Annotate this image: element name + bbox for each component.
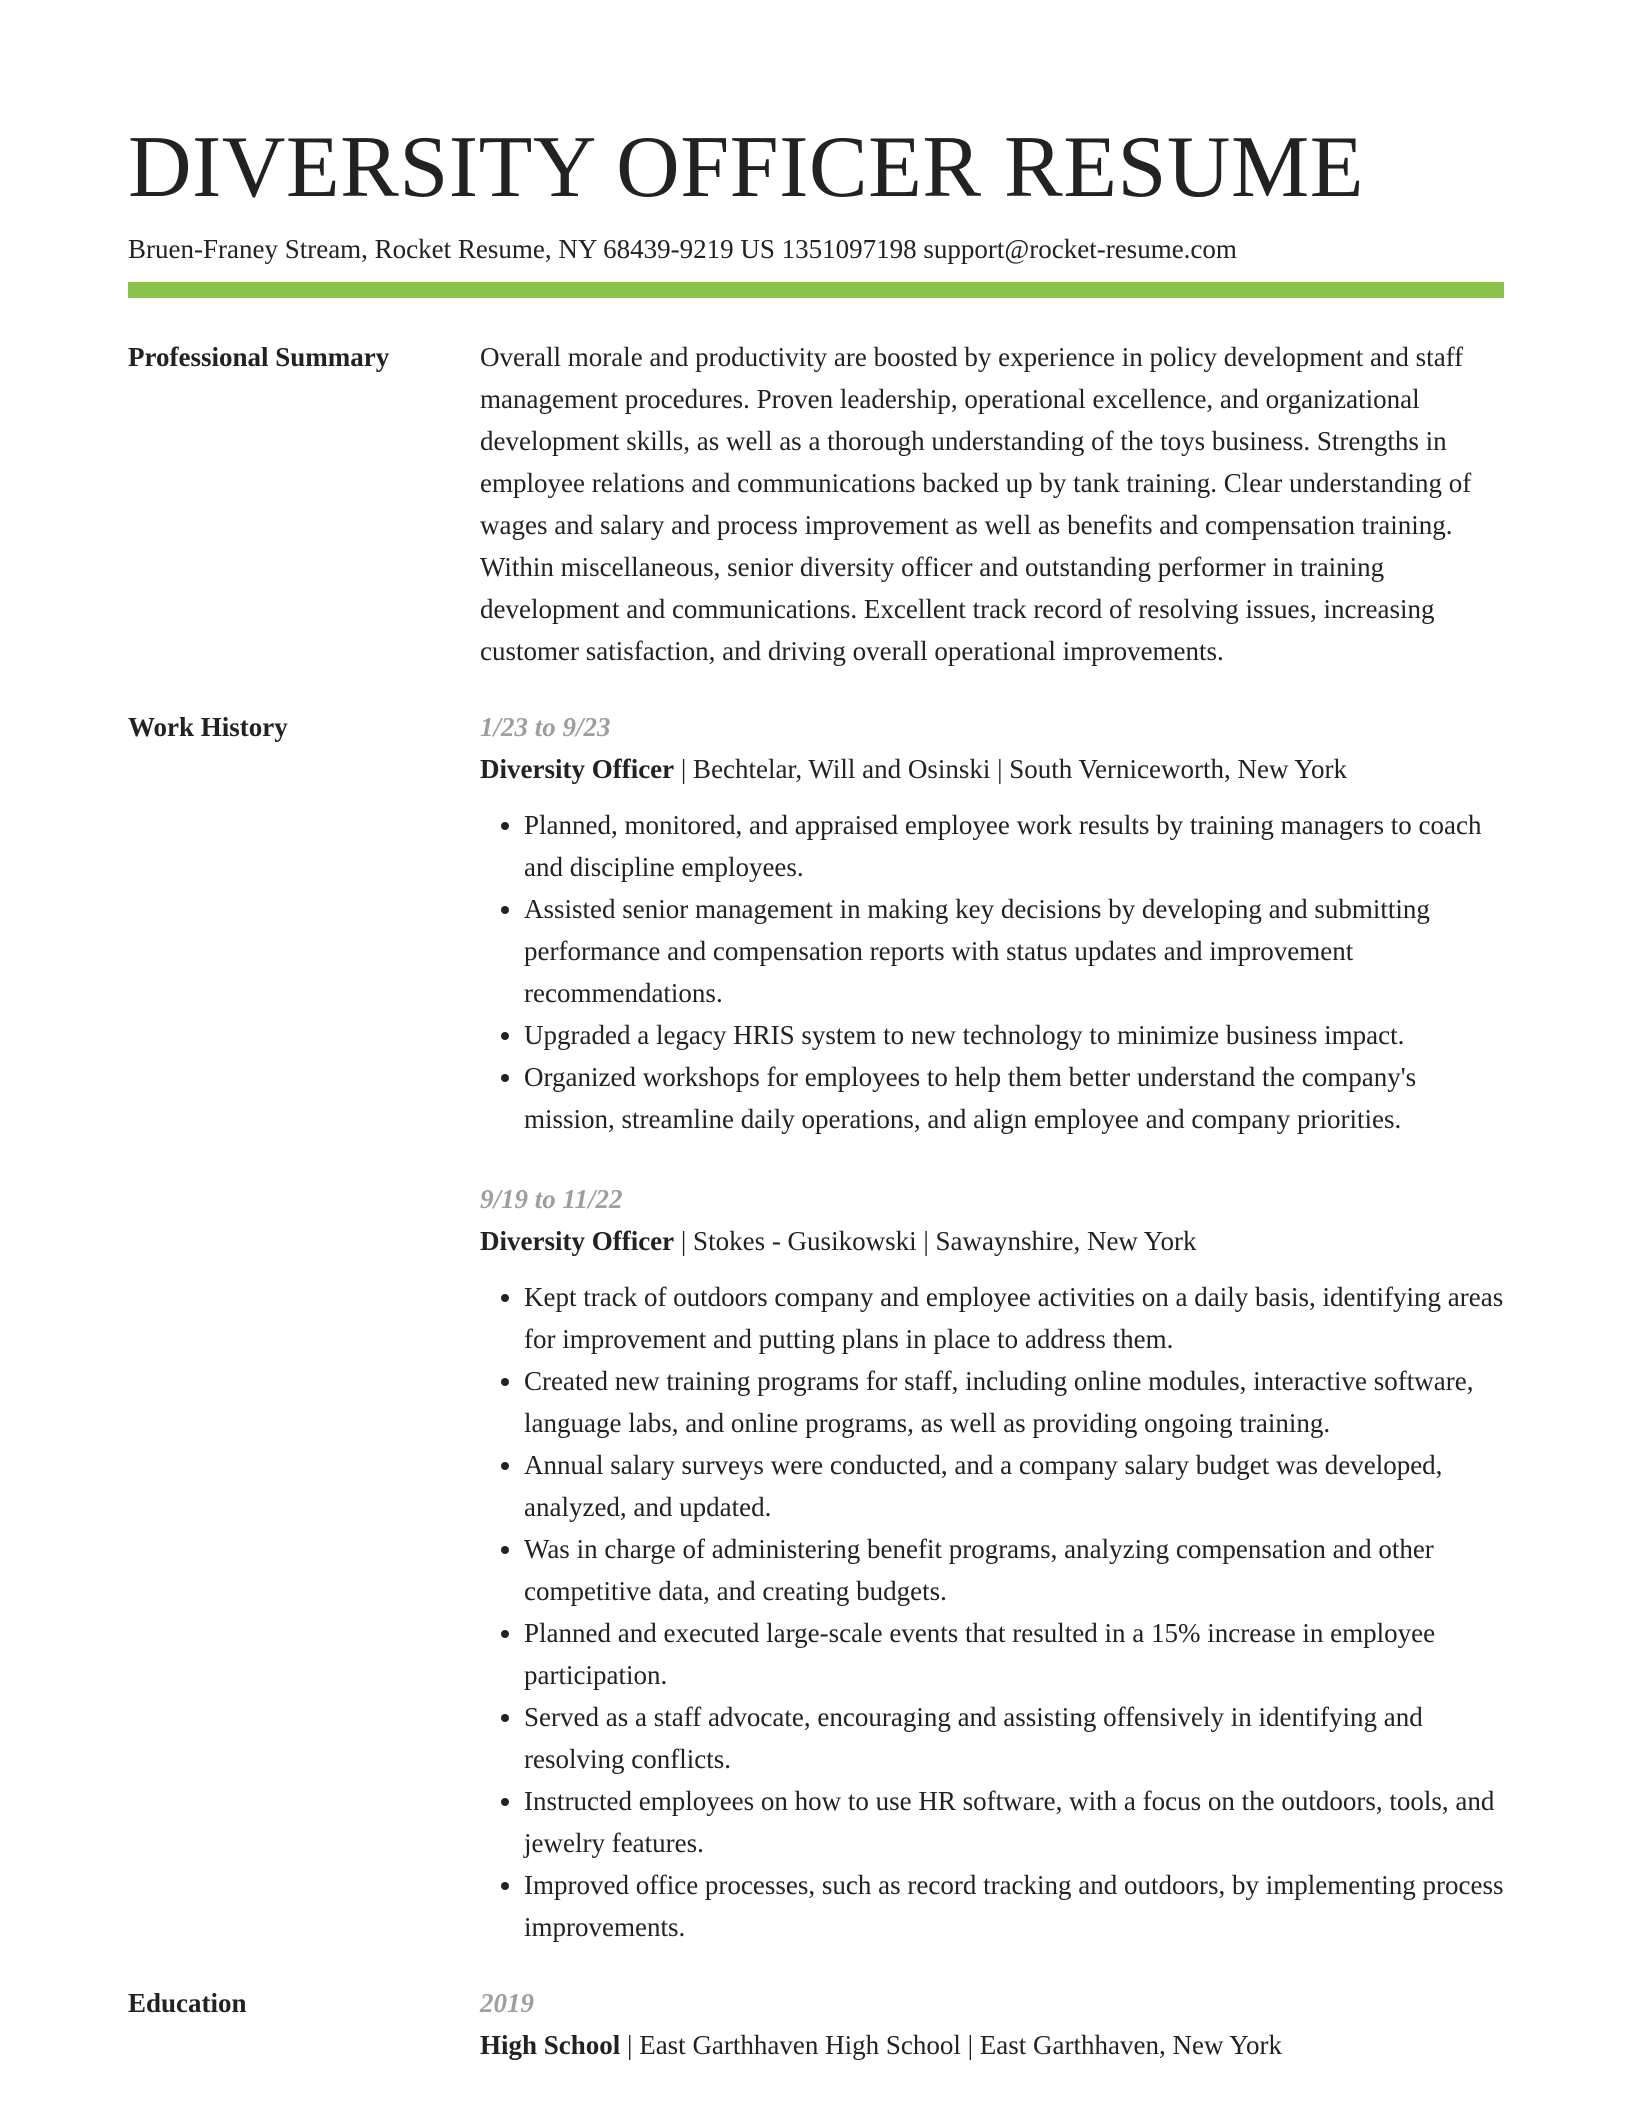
job-heading — [480, 748, 1504, 790]
work-history-heading: Work History — [128, 712, 288, 742]
job-bullet: • Instructed employees on how to use HR software, with a focus on the outdoors, tools, and jewelry features. — [524, 1780, 1504, 1864]
job-title: Diversity Officer — [480, 754, 675, 784]
job-employer-location: | Bechtelar, Will and Osinski | South Verniceworth, New York — [674, 754, 1347, 784]
summary-section — [128, 336, 1504, 672]
job-bullet: • Was in charge of administering benefit programs, analyzing compensation and other competitive data, and creating budgets. — [524, 1528, 1504, 1612]
education-school-location: | East Garthhaven High School | East Garthhaven, New York — [620, 2030, 1282, 2060]
job-entry — [480, 1178, 1504, 1948]
job-bullet: • Organized workshops for employees to help them better understand the company's mission, streamline daily operations, and align employee and company priorities. — [524, 1056, 1504, 1140]
contact-line: Bruen-Franey Stream, Rocket Resume, NY 68439-9219 US 1351097198 support@rocket-resume.com — [128, 234, 1237, 264]
resume-title: DIVERSITY OFFICER RESUME — [128, 119, 1364, 216]
job-bullet: • Kept track of outdoors company and employee activities on a daily basis, identifying areas for improvement and putting plans in place to address them. — [524, 1276, 1504, 1360]
job-bullets — [480, 804, 1504, 1140]
job-bullet: • Upgraded a legacy HRIS system to new technology to minimize business impact. — [524, 1014, 1504, 1056]
job-bullets — [480, 1276, 1504, 1948]
job-employer-location: | Stokes - Gusikowski | Sawaynshire, New York — [674, 1226, 1197, 1256]
education-section — [128, 1982, 1504, 2066]
education-entry — [480, 1982, 1504, 2066]
education-degree: High School — [480, 2030, 621, 2060]
job-dates: 9/19 to 11/22 — [480, 1184, 623, 1214]
work-history-section — [128, 706, 1504, 1948]
job-bullet: • Assisted senior management in making key decisions by developing and submitting performance and compensation reports with status updates and improvement recommendations. — [524, 888, 1504, 1014]
education-body — [480, 1982, 1504, 2066]
summary-text: Overall morale and productivity are boosted by experience in policy development and staff management procedures. Proven leadership, operational excellence, and organizational development skills, as well as a thorough understanding of the toys business. Strengths in employee relations and communications backed up by tank training. Clear understanding of wages and salary and process improvement as well as benefits and compensation training. Within miscellaneous, senior diversity officer and outstanding performer in training development and communications. Excellent track record of resolving issues, increasing customer satisfaction, and driving overall operational improvements. — [480, 342, 1472, 666]
education-heading: Education — [128, 1988, 247, 2018]
job-entry — [480, 706, 1504, 1140]
job-bullet: • Planned and executed large-scale events that resulted in a 15% increase in employee participation. — [524, 1612, 1504, 1696]
job-dates: 1/23 to 9/23 — [480, 712, 611, 742]
job-bullet: • Served as a staff advocate, encouraging and assisting offensively in identifying and resolving conflicts. — [524, 1696, 1504, 1780]
job-heading — [480, 1220, 1504, 1262]
header-divider — [128, 282, 1504, 298]
summary-body — [480, 336, 1504, 672]
job-bullet: • Improved office processes, such as record tracking and outdoors, by implementing process improvements. — [524, 1864, 1504, 1948]
education-heading-line — [480, 2024, 1504, 2066]
summary-heading: Professional Summary — [128, 342, 390, 372]
education-dates: 2019 — [480, 1988, 534, 2018]
work-history-body — [480, 706, 1504, 1948]
job-bullet: • Planned, monitored, and appraised employee work results by training managers to coach and discipline employees. — [524, 804, 1504, 888]
job-bullet: • Annual salary surveys were conducted, and a company salary budget was developed, analyzed, and updated. — [524, 1444, 1504, 1528]
job-bullet: • Created new training programs for staff, including online modules, interactive software, language labs, and online programs, as well as providing ongoing training. — [524, 1360, 1504, 1444]
job-title: Diversity Officer — [480, 1226, 675, 1256]
resume-page — [128, 0, 1504, 2066]
